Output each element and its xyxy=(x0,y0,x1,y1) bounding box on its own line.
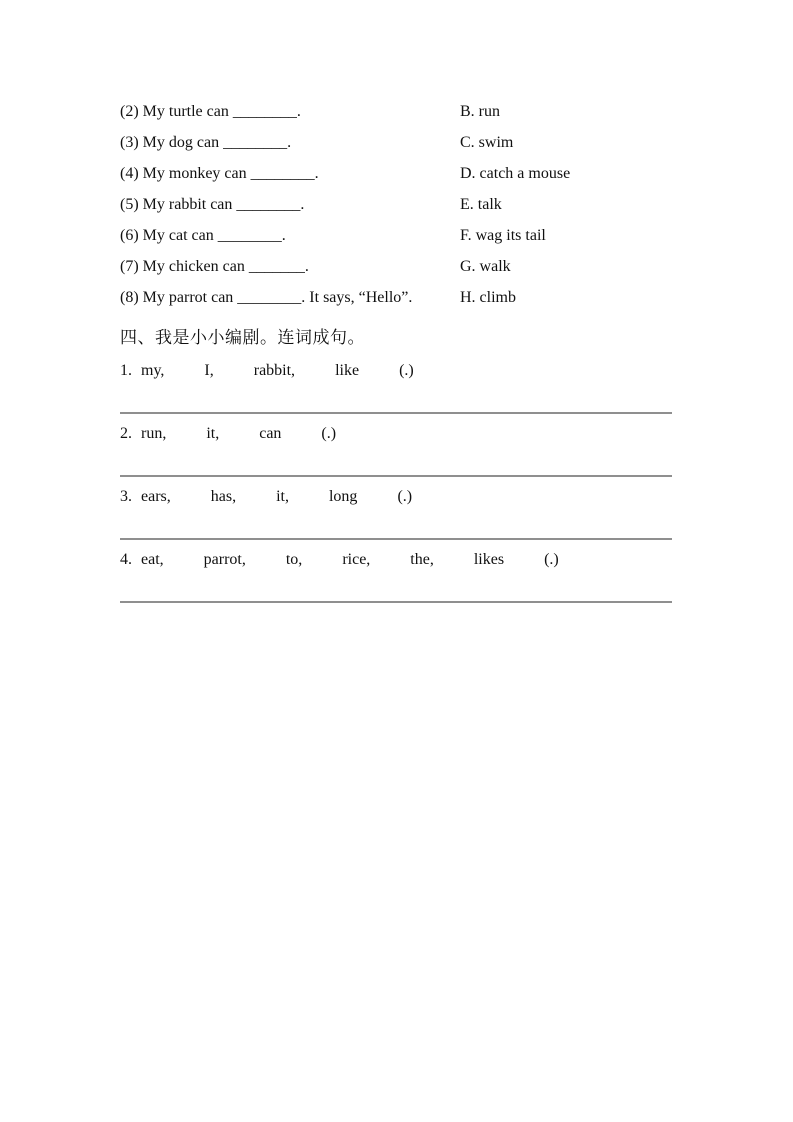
matching-row xyxy=(120,251,672,282)
scramble-word: parrot, xyxy=(203,551,246,568)
matching-question: (2) My turtle can ________. xyxy=(120,103,301,120)
matching-row xyxy=(120,189,672,220)
matching-question: (6) My cat can ________. xyxy=(120,227,286,244)
scramble-word: likes xyxy=(473,551,505,568)
matching-question: (3) My dog can ________. xyxy=(120,134,292,151)
scramble-words-row xyxy=(120,550,672,570)
scramble-word: long xyxy=(328,488,358,505)
scramble-word: (.) xyxy=(544,551,559,568)
scramble-item xyxy=(120,424,672,477)
scramble-word: rabbit, xyxy=(253,362,296,379)
matching-option: G. walk xyxy=(460,258,511,275)
scramble-words-row xyxy=(120,361,672,381)
matching-option: H. climb xyxy=(460,289,516,306)
scramble-word: it, xyxy=(206,425,220,442)
scramble-word: eat, xyxy=(141,551,164,568)
scramble-item-number: 3. xyxy=(120,488,132,505)
matching-row xyxy=(120,158,672,189)
matching-question: (8) My parrot can ________. It says, “Hello”. xyxy=(120,289,413,306)
scramble-word: to, xyxy=(285,551,303,568)
scramble-item-number: 4. xyxy=(120,551,132,568)
scramble-word: can xyxy=(259,425,282,442)
answer-line xyxy=(120,475,672,477)
scramble-words-row xyxy=(120,487,672,507)
scramble-word: my, xyxy=(141,362,165,379)
scramble-word: it, xyxy=(276,488,289,505)
answer-line xyxy=(120,601,672,603)
scramble-word: the, xyxy=(410,551,434,568)
matching-row xyxy=(120,282,672,313)
scramble-words-row xyxy=(120,424,672,444)
matching-row xyxy=(120,220,672,251)
scramble-word: (.) xyxy=(321,425,337,442)
scramble-item-number: 1. xyxy=(120,362,132,379)
scramble-item xyxy=(120,550,672,603)
matching-row xyxy=(120,127,672,158)
worksheet-content xyxy=(120,96,672,603)
scramble-item xyxy=(120,361,672,414)
answer-line xyxy=(120,538,672,540)
matching-option: C. swim xyxy=(460,134,514,151)
matching-option: E. talk xyxy=(460,196,502,213)
matching-question: (7) My chicken can _______. xyxy=(120,258,309,275)
scramble-item-number: 2. xyxy=(120,425,132,442)
matching-option: D. catch a mouse xyxy=(460,165,571,182)
scramble-word: run, xyxy=(141,425,167,442)
matching-question: (4) My monkey can ________. xyxy=(120,165,319,182)
scramble-word: like xyxy=(335,362,360,379)
section-heading: 四、我是小小编剧。连词成句。 xyxy=(120,328,365,347)
scramble-word: (.) xyxy=(397,488,413,505)
scramble-item xyxy=(120,487,672,540)
scramble-word: has, xyxy=(210,488,237,505)
matching-question: (5) My rabbit can ________. xyxy=(120,196,305,213)
matching-option: B. run xyxy=(460,103,500,120)
matching-row xyxy=(120,96,672,127)
answer-line xyxy=(120,412,672,414)
scramble-word: rice, xyxy=(342,551,371,568)
scramble-word: I, xyxy=(204,362,214,379)
scramble-word: ears, xyxy=(141,488,171,505)
matching-option: F. wag its tail xyxy=(460,227,546,244)
scramble-word: (.) xyxy=(399,362,414,379)
